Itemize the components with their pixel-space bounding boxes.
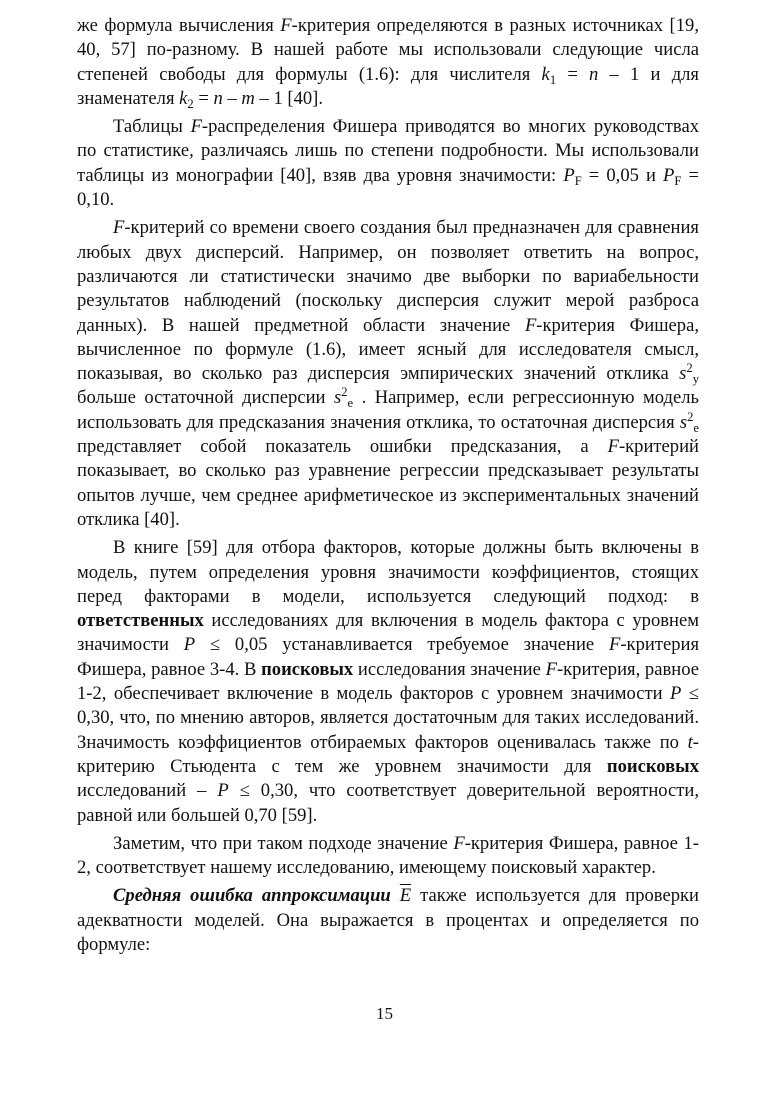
superscript: 2 [686, 361, 693, 376]
italic-run: F [113, 217, 125, 239]
text-run: – 1 и для знаменателя [77, 63, 699, 109]
bold-italic-run: Средняя ошибка аппроксимации [113, 885, 391, 907]
paragraph-4 [77, 536, 699, 828]
text-run: -распределения Фишера приводятся во многих руководствах по статистике, различаясь лишь по степени подробности. Мы использовали таблицы из монографии [40], взяв два уровня значимости: [77, 116, 700, 186]
page-body [77, 14, 699, 957]
text-run: -критерия, равное 1-2, обеспечивает включение в модель факторов с уровнем значимости [77, 658, 699, 705]
italic-run: s [333, 387, 342, 409]
italic-run: F [524, 314, 537, 336]
paragraph-2 [77, 115, 699, 212]
text-run: = [556, 63, 590, 85]
italic-run: P [217, 780, 229, 802]
text-run: = 0,05 и [581, 164, 664, 186]
italic-run: P [663, 164, 675, 186]
text-run: ≤ 0,30, что соответствует доверительной вероятности, равной или большей 0,70 [59]. [77, 780, 700, 826]
italic-run: s [679, 411, 688, 433]
text-run: -критерия определяются в разных источниках [19, 40, 57] по-разному. В нашей работе мы использовали следующие числа степеней свободы для формулы (1.6): для числителя [77, 15, 699, 85]
paragraph-3 [77, 216, 699, 532]
italic-run: F [545, 658, 557, 680]
subscript: F [674, 173, 682, 188]
subscript: 2 [187, 96, 194, 111]
paragraph-1 [77, 14, 699, 111]
text-run: – 1 [40]. [254, 87, 324, 109]
text-run [391, 885, 400, 906]
bold-run: ответственных [77, 610, 204, 632]
text-run: -критерий со времени своего создания был предназначен для сравнения любых двух дисперсий. Например, он позволяет ответить на вопрос, различаются ли статистически значимо две выборки по вариабельности результатов наблюдений (поскольку дисперсия служит мерой разброса данных). В нашей предметной области значение [77, 217, 699, 336]
subscript: F [574, 173, 582, 188]
text-run: -критерия Фишера, вычисленное по формуле (1.6), имеет ясный для исследователя смысл, показывая, во сколько раз дисперсия эмпирических значений отклика [77, 314, 699, 385]
italic-run: s [679, 363, 687, 385]
subscript: e [693, 420, 699, 435]
subscript: 1 [549, 72, 557, 87]
text-run: ≤ 0,05 устанавливается требуемое значение [195, 634, 609, 656]
bold-run: поисковых [606, 755, 699, 777]
text-run: -критерия Фишера, равное 3-4. В [77, 634, 699, 680]
superscript: 2 [687, 409, 694, 424]
text-run: -критерию Стьюдента с тем же уровнем значимости для [77, 731, 699, 777]
text-run: исследованиях для включения в модель фактора с уровнем значимости [77, 610, 699, 656]
italic-run: m [241, 87, 255, 109]
text-run: Заметим, что при таком подходе значение [113, 832, 454, 854]
text-run: представляет собой показатель ошибки предсказания, а [77, 436, 608, 458]
italic-run: k [541, 63, 550, 85]
text-run: исследований – [77, 780, 218, 802]
italic-run: F [280, 15, 292, 36]
text-run: В книге [59] для отбора факторов, которые должны быть включены в модель, путем определения уровня значимости коэффициентов, стоящих перед факторами в модели, используется следующий подход: в [77, 537, 699, 607]
italic-run: F [608, 634, 621, 656]
italic-run: P [563, 164, 575, 186]
text-run: -критерия Фишера, равное 1-2, соответствует нашему исследованию, имеющему поисковый характер. [77, 832, 699, 879]
italic-run: F [190, 116, 202, 138]
italic-run: t [687, 731, 693, 753]
subscript: y [692, 371, 699, 386]
text-run: = [193, 87, 214, 109]
overline-symbol: $\overline{E}$ [399, 885, 412, 907]
italic-run: P [670, 683, 682, 705]
text-run: исследования значение [353, 658, 546, 680]
bold-run: поисковых [261, 658, 354, 680]
italic-run: P [183, 634, 196, 656]
text-run: ≤ 0,30, что, по мнению авторов, является достаточным для таких исследований. Значимость коэффициентов отбираемых факторов оценивалась также по [77, 683, 699, 753]
italic-run: F [453, 832, 465, 854]
italic-run: F [607, 436, 619, 458]
italic-run: n [213, 87, 223, 109]
text-run: -критерий показывает, во сколько раз уравнение регрессии предсказывает результаты опытов лучше, чем среднее арифметическое из экспериментальных значений отклика [40]. [77, 436, 699, 530]
italic-run: k [179, 87, 188, 109]
text-run: также используется для проверки адекватности моделей. Она выражается в процентах и определяется по формуле: [77, 885, 700, 955]
superscript: 2 [341, 385, 348, 400]
text-run: – [222, 87, 242, 109]
italic-run: n [589, 63, 599, 85]
subscript: e [347, 396, 354, 411]
text-run: Таблицы [113, 116, 191, 138]
paragraph-5 [77, 832, 699, 881]
text-run: же формула вычисления [77, 15, 281, 36]
text-run: больше остаточной дисперсии [77, 387, 334, 409]
text-run: = 0,10. [77, 164, 700, 211]
text-run: . Например, если регрессионную модель использовать для предсказания значения отклика, то остаточная дисперсия [77, 387, 699, 433]
page-number: 15 [376, 1004, 393, 1023]
paragraph-6 [77, 884, 699, 957]
